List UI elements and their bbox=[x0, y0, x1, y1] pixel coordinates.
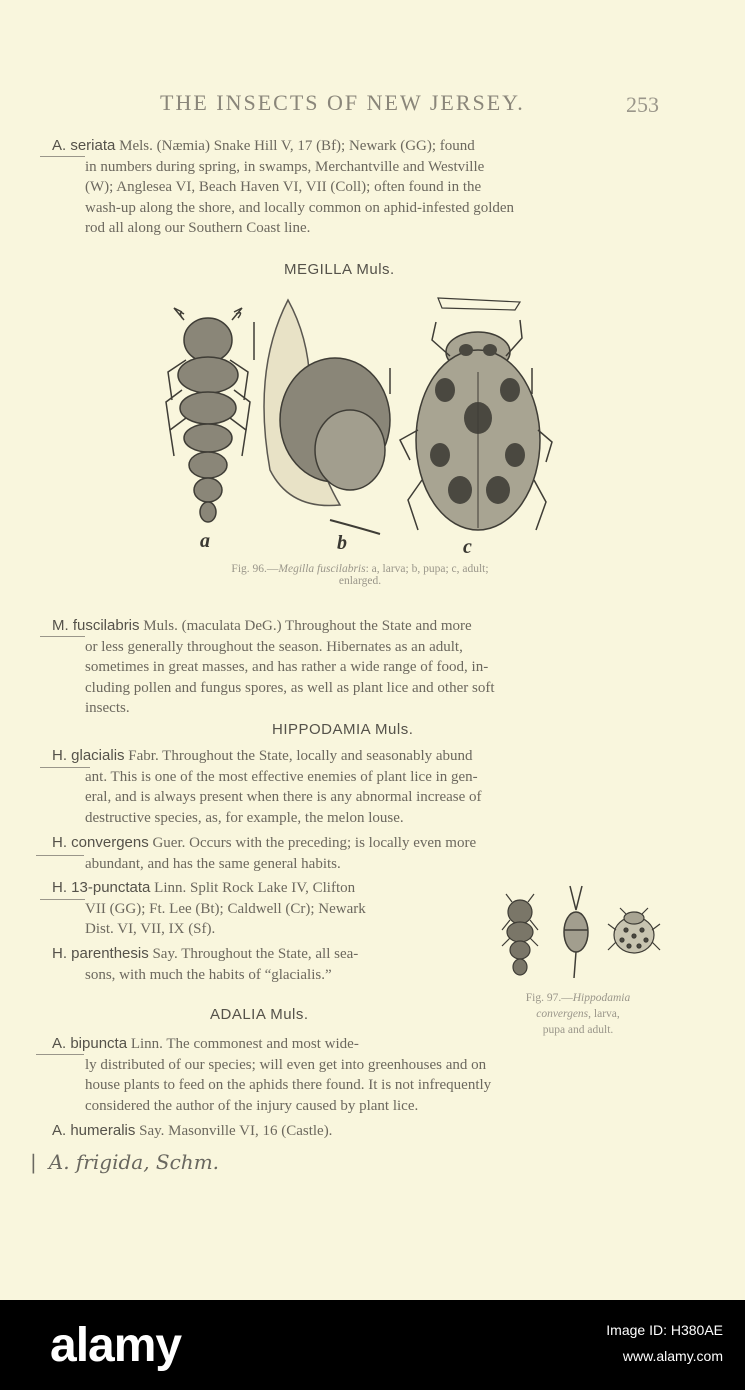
entry-humeralis: A. humeralis Say. Masonville VI, 16 (Castle). bbox=[52, 1122, 333, 1139]
alamy-logo: alamy bbox=[50, 1319, 182, 1372]
image-id: Image ID: H380AE bbox=[606, 1322, 723, 1338]
genus-heading-adalia: ADALIA Muls. bbox=[210, 1006, 309, 1023]
entry-seriata: A. seriata Mels. (Næmia) Snake Hill V, 17 (Bf); Newark (GG); found in numbers during spring, in swamps, Merchantville and Westville (W); Anglesea VI, Beach Haven VI, VII (Coll); often found in the wash-up along the shore, and locally common on aphid-infested golden rod all along our Southern Coast line. bbox=[52, 137, 515, 236]
species-name: M. fuscilabris bbox=[52, 617, 140, 634]
larva-drawing bbox=[166, 308, 250, 522]
entry-bipuncta: A. bipuncta Linn. The commonest and most wide- ly distributed of our species; will even get into greenhouses and on house plants to feed on the aphids there found. It is not infrequently considered the author of the injury caused by plant lice. bbox=[52, 1035, 492, 1114]
header-title: THE INSECTS OF NEW JERSEY. bbox=[160, 90, 525, 115]
margin-dash bbox=[36, 855, 84, 856]
species-name: H. glacialis bbox=[52, 747, 125, 764]
pupa-drawing bbox=[564, 886, 588, 978]
pupa-drawing bbox=[264, 300, 390, 534]
adult-beetle-drawing bbox=[400, 298, 552, 530]
running-header bbox=[0, 90, 745, 120]
figure-label-a: a bbox=[200, 530, 210, 552]
alamy-watermark-banner bbox=[0, 1300, 745, 1390]
site-url: www.alamy.com bbox=[622, 1348, 723, 1364]
margin-dash bbox=[40, 899, 85, 900]
figure-97-illustration bbox=[498, 880, 668, 985]
handwritten-annotation: | A. frigida, Schm. bbox=[30, 1150, 220, 1174]
margin-dash bbox=[40, 156, 85, 157]
figure-96-illustration bbox=[160, 290, 560, 555]
entry-fuscilabris: M. fuscilabris Muls. (maculata DeG.) Throughout the State and more or less generally throughout the season. Hibernates as an adult, sometimes in great masses, and has rather a wide range of food, in- cluding pollen and fungus spores, as well as plant lice and other soft insects. bbox=[52, 617, 495, 716]
entry-parenthesis: H. parenthesis Say. Throughout the State, all sea- sons, with much the habits of “glacialis.” bbox=[52, 945, 359, 983]
larva-drawing bbox=[502, 894, 538, 975]
margin-dash bbox=[36, 1054, 84, 1055]
adult-beetle-drawing bbox=[608, 908, 660, 953]
species-name: A. bipuncta bbox=[52, 1035, 128, 1052]
species-name: H. 13-punctata bbox=[52, 879, 151, 896]
genus-heading-hippodamia: HIPPODAMIA Muls. bbox=[272, 721, 414, 738]
species-name: H. parenthesis bbox=[52, 945, 149, 962]
figure-label-c: c bbox=[463, 536, 472, 558]
entry-convergens: H. convergens Guer. Occurs with the preceding; is locally even more abundant, and has the same general habits. bbox=[52, 834, 477, 872]
figure-96-caption: Fig. 96.—Megilla fuscilabris: a, larva; b, pupa; c, adult; enlarged. bbox=[231, 563, 489, 587]
figure-97-caption: Fig. 97.—Hippodamia convergens, larva, pupa and adult. bbox=[525, 992, 631, 1036]
species-name: A. seriata bbox=[52, 137, 116, 154]
species-name: H. convergens bbox=[52, 834, 149, 851]
species-name: A. humeralis bbox=[52, 1122, 136, 1139]
genus-heading-megilla: MEGILLA Muls. bbox=[284, 261, 395, 278]
margin-dash bbox=[40, 767, 90, 768]
margin-dash bbox=[40, 636, 85, 637]
page-number: 253 bbox=[626, 92, 659, 117]
figure-label-b: b bbox=[337, 532, 347, 554]
entry-13-punctata: H. 13-punctata Linn. Split Rock Lake IV, Clifton VII (GG); Ft. Lee (Bt); Caldwell (Cr); Newark Dist. VI, VII, IX (Sf). bbox=[52, 879, 366, 937]
entry-glacialis: H. glacialis Fabr. Throughout the State, locally and seasonably abund ant. This is one of the most effective enemies of plant lice in gen- eral, and is always present when there is any abnormal increase of destructive species, as, for example, the melon louse. bbox=[52, 747, 482, 826]
